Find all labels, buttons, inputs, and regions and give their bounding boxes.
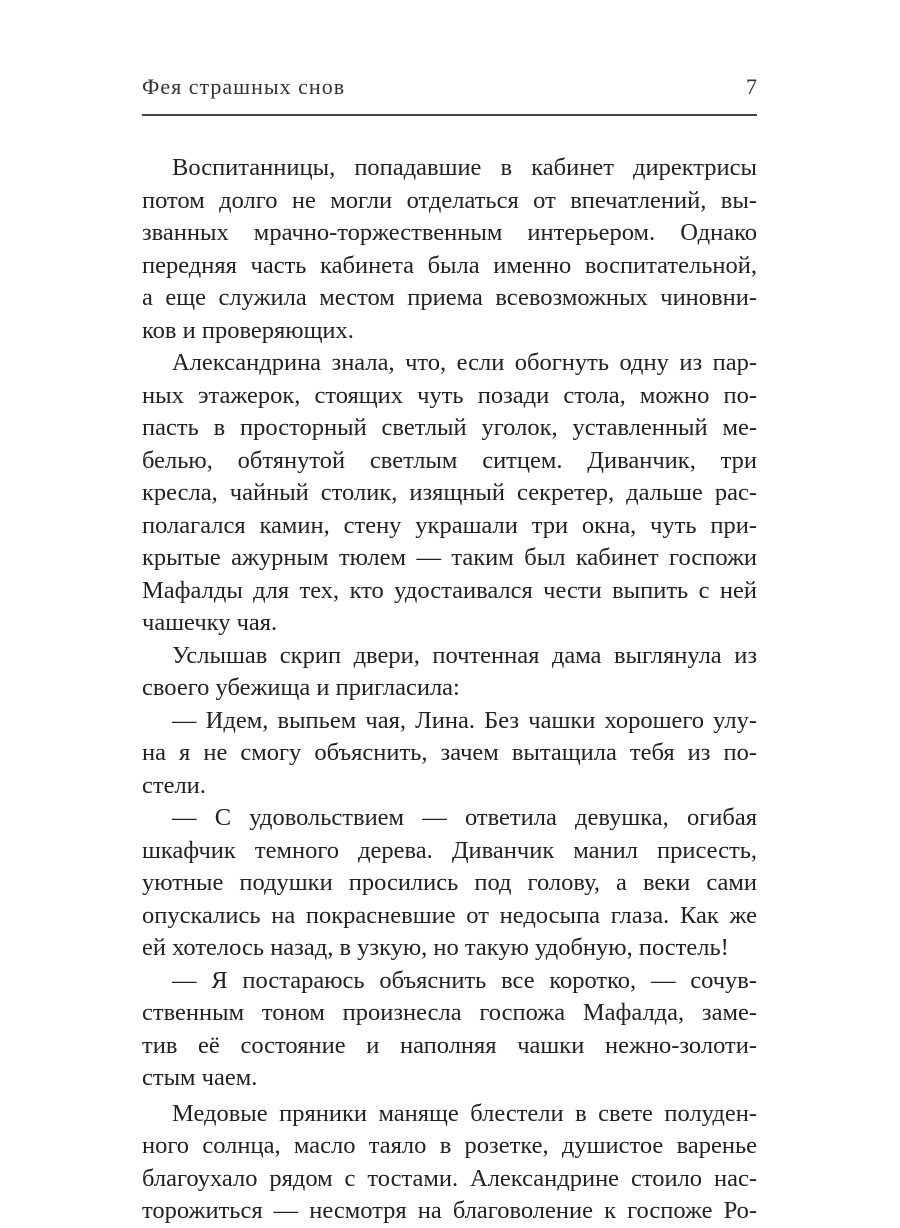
text-line: крытые ажурным тюлем — таким был кабинет госпожи [142, 544, 757, 571]
text-line: — С удовольствием — ответила девушка, огибая [172, 804, 757, 831]
text-line: а еще служила местом приема всевозможных чиновни- [142, 284, 757, 311]
body-text [142, 152, 757, 1228]
header-rule [142, 114, 757, 116]
text-line: ного солнца, масло таяло в розетке, душистое варенье [142, 1132, 757, 1159]
running-header [142, 74, 757, 104]
text-line: полагался камин, стену украшали три окна, чуть при- [142, 511, 757, 539]
text-line: на я не смогу объяснить, зачем вытащила тебя из по- [142, 739, 757, 766]
text-line: стели. [142, 771, 206, 799]
text-line: ков и проверяющих. [142, 316, 354, 344]
text-line: опускались на покрасневшие от недосыпа глаза. Как же [142, 901, 757, 929]
text-line: белью, обтянутой светлым ситцем. Диванчик, три [142, 446, 757, 474]
text-line: ственным тоном произнесла госпожа Мафалда, заме- [142, 999, 757, 1026]
text-line: Воспитанницы, попадавшие в кабинет директрисы [172, 154, 757, 181]
text-line: Александрина знала, что, если обогнуть одну из пар- [172, 349, 757, 376]
text-line: шкафчик темного дерева. Диванчик манил присесть, [142, 836, 757, 864]
text-line: ных этажерок, стоящих чуть позади стола, можно по- [142, 381, 757, 409]
text-line: стым чаем. [142, 1064, 258, 1091]
text-line: Мафалды для тех, кто удостаивался чести выпить с ней [142, 576, 757, 604]
text-line: ей хотелось назад, в узкую, но такую удобную, постель! [142, 934, 729, 961]
text-line: пасть в просторный светлый уголок, уставленный ме- [142, 414, 757, 441]
page-number: 7 [746, 74, 757, 99]
text-line: торожиться — несмотря на благоволение к госпоже Ро- [142, 1197, 757, 1224]
text-line: тив её состояние и наполняя чашки нежно-золоти- [142, 1031, 757, 1059]
text-line: уютные подушки просились под голову, а веки сами [142, 869, 757, 896]
text-line: благоухало рядом с тостами. Александрине стоило нас- [142, 1164, 757, 1192]
text-line: кресла, чайный столик, изящный секретер, дальше рас- [142, 479, 757, 506]
text-line: Услышав скрип двери, почтенная дама выглянула из [172, 641, 757, 669]
text-line: Медовые пряники маняще блестели в свете полуден- [172, 1099, 757, 1127]
text-line: званных мрачно-торжественным интерьером. Однако [142, 219, 757, 246]
text-line: передняя часть кабинета была именно воспитательной, [142, 251, 757, 279]
text-line: чашечку чая. [142, 609, 278, 636]
text-line: — Идем, выпьем чая, Лина. Без чашки хорошего улу- [172, 706, 757, 734]
text-line: своего убежища и пригласила: [142, 674, 460, 701]
text-line: потом долго не могли отделаться от впечатлений, вы- [142, 186, 757, 214]
running-title: Фея страшных снов [142, 74, 346, 99]
text-line: — Я постараюсь объяснить все коротко, — сочув- [172, 966, 757, 994]
